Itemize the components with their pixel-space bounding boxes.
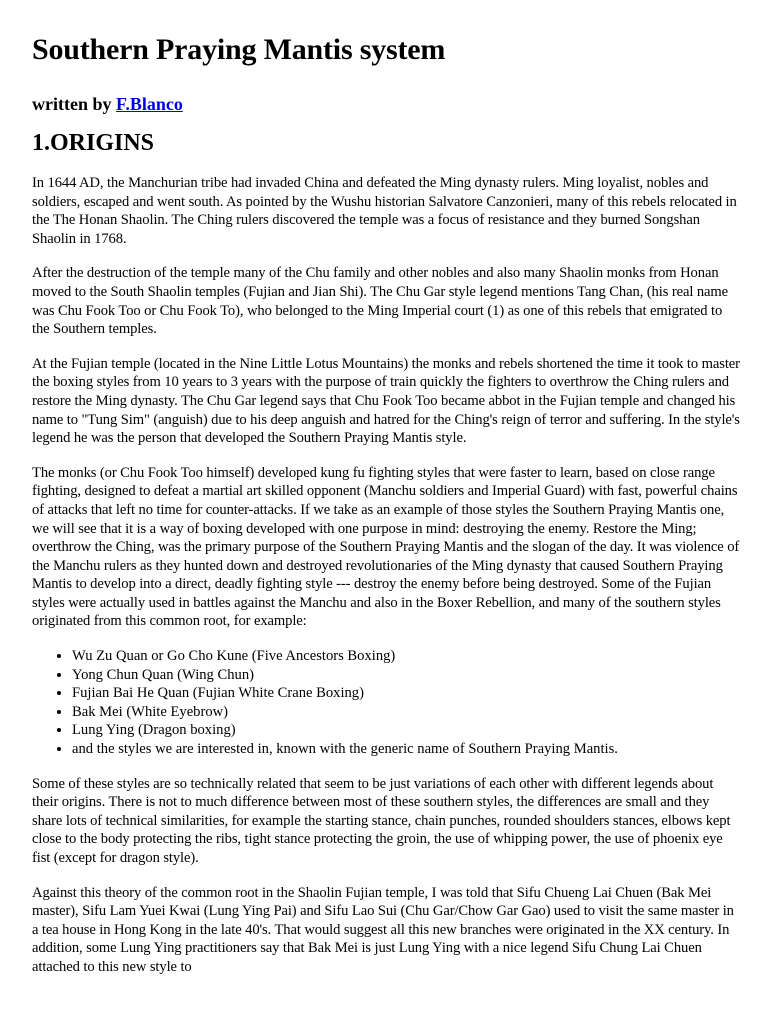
page-title: Southern Praying Mantis system (32, 33, 446, 66)
paragraph: Against this theory of the common root in the Shaolin Fujian temple, I was told that Sifu Chueng Lai Chuen (Bak Mei master), Sifu Lam Yuei Kwai (Lung Ying Pai) and Sifu Lao Sui (Chu Gar/Chow Gar Gao) used to visit the same master in a tea house in Hong Kong in the late 40's. That would suggest all this new branches were originated in the XX century. In addition, some Lung Ying practitioners say that Bak Mei is just Lung Ying with a nice legend Sifu Chung Lai Chuen attached to this new style to (32, 884, 734, 975)
list-item: • Wu Zu Quan or Go Cho Kune (Five Ancestors Boxing) (72, 647, 740, 666)
list-item: • Lung Ying (Dragon boxing) (72, 721, 740, 740)
byline (32, 92, 740, 116)
paragraph: The monks (or Chu Fook Too himself) developed kung fu fighting styles that were faster to learn, based on close range fighting, designed to defeat a martial art skilled opponent (Manchu soldiers and Imperial Guard) with fast, powerful chains of attacks that left no time for counter-attacks. If we take as an example of those styles the Southern Praying Mantis one, we will see that it is a way of boxing developed with one purpose in mind: destroying the enemy. Restore the Ming; overthrow the Ching, was the primary purpose of the Southern Praying Mantis and the slogan of the day. It was violence of the Manchu rulers as they hunted down and destroyed revolutionaries of the Ming dynasty that caused Southern Praying Mantis to develop into a direct, deadly fighting style --- destroy the enemy before being destroyed. Some of the Fujian styles were actually used in battles against the Manchu and also in the Boxer Rebellion, and many of the southern styles originated from this common root, for example: (32, 464, 740, 630)
list-item: • and the styles we are interested in, known with the generic name of Southern Praying Mantis. (72, 740, 740, 759)
byline-prefix: written by (32, 94, 116, 114)
paragraph: Some of these styles are so technically related that seem to be just variations of each other with different legends about their origins. There is not to much difference between most of these southern styles, the differences are small and they share lots of technical similarities, for example the starting stance, chain punches, rounded shoulders stances, elbows kept close to the body protecting the ribs, tight stance protecting the groin, the use of whipping power, the use of phoenix eye fist (except for dragon style). (32, 775, 731, 866)
paragraph: After the destruction of the temple many of the Chu family and other nobles and also many Shaolin monks from Honan moved to the South Shaolin temples (Fujian and Jian Shi). The Chu Gar style legend mentions Tang Chan, (his real name was Chu Fook Too or Chu Fook To), who belonged to the Ming Imperial court (1) as one of this rebels that emigrated to the Southern temples. (32, 265, 729, 338)
section-heading-origins: 1.ORIGINS (32, 130, 155, 156)
paragraph: At the Fujian temple (located in the Nine Little Lotus Mountains) the monks and rebels shortened the time it took to master the boxing styles from 10 years to 3 years with the purpose of train quickly the fighters to overthrow the Ching rulers and restore the Ming dynasty. The Chu Gar legend says that Chu Fook Too became abbot in the Fujian temple and changed his name to "Tung Sim" (anguish) due to his deep anguish and hatred for the Ching's reign of terror and suffering. In the style's legend he was the person that developed the Southern Praying Mantis style. (32, 355, 740, 447)
list-item: • Fujian Bai He Quan (Fujian White Crane Boxing) (72, 684, 740, 703)
paragraph: In 1644 AD, the Manchurian tribe had invaded China and defeated the Ming dynasty rulers. Ming loyalist, nobles and soldiers, escaped and went south. As pointed by the Wushu historian Salvatore Canzonieri, many of this rebels relocated in the The Honan Shaolin. The Ching rulers discovered the temple was a focus of resistance and they burned Songshan Shaolin in 1768. (32, 175, 737, 247)
styles-list (32, 647, 740, 759)
author-link[interactable]: F.Blanco (116, 94, 183, 114)
list-item: • Bak Mei (White Eyebrow) (72, 703, 740, 722)
list-item: • Yong Chun Quan (Wing Chun) (72, 666, 740, 685)
